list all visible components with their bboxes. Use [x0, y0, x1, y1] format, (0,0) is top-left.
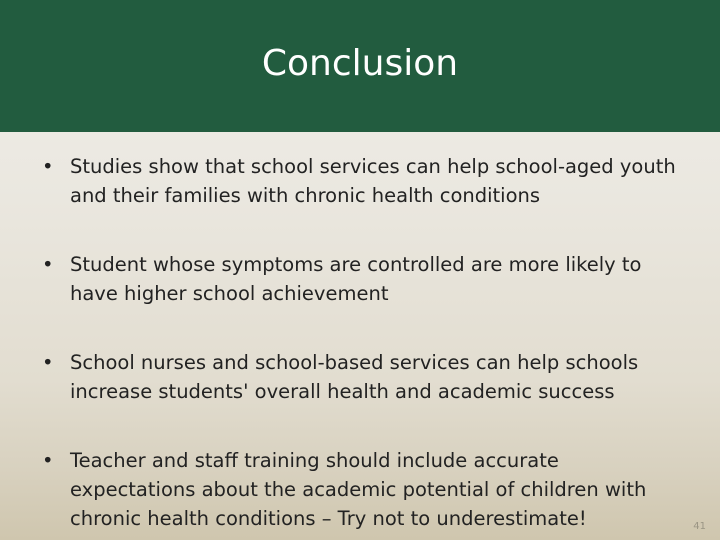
bullet-item [42, 446, 682, 533]
slide-number: 41 [693, 521, 706, 532]
bullet-dot-icon: • [42, 155, 54, 178]
title-bar [0, 0, 720, 132]
bullet-text: Teacher and staff training should include accurate expectations about the academic potential of children with chronic health conditions – Try not to underestimate! [70, 449, 647, 530]
bullet-dot-icon: • [42, 449, 54, 472]
bullet-text: Student whose symptoms are controlled are more likely to have higher school achievement [70, 253, 642, 305]
bullet-item [42, 348, 682, 406]
bullet-text: School nurses and school-based services can help schools increase students' overall health and academic success [70, 351, 639, 403]
bullet-item [42, 152, 682, 210]
bullet-text: Studies show that school services can help school-aged youth and their families with chronic health conditions [70, 155, 676, 207]
bullet-item [42, 250, 682, 308]
bullet-dot-icon: • [42, 351, 54, 374]
bullet-list [42, 152, 682, 533]
slide-title: Conclusion [261, 42, 459, 84]
bullet-dot-icon: • [42, 253, 54, 276]
